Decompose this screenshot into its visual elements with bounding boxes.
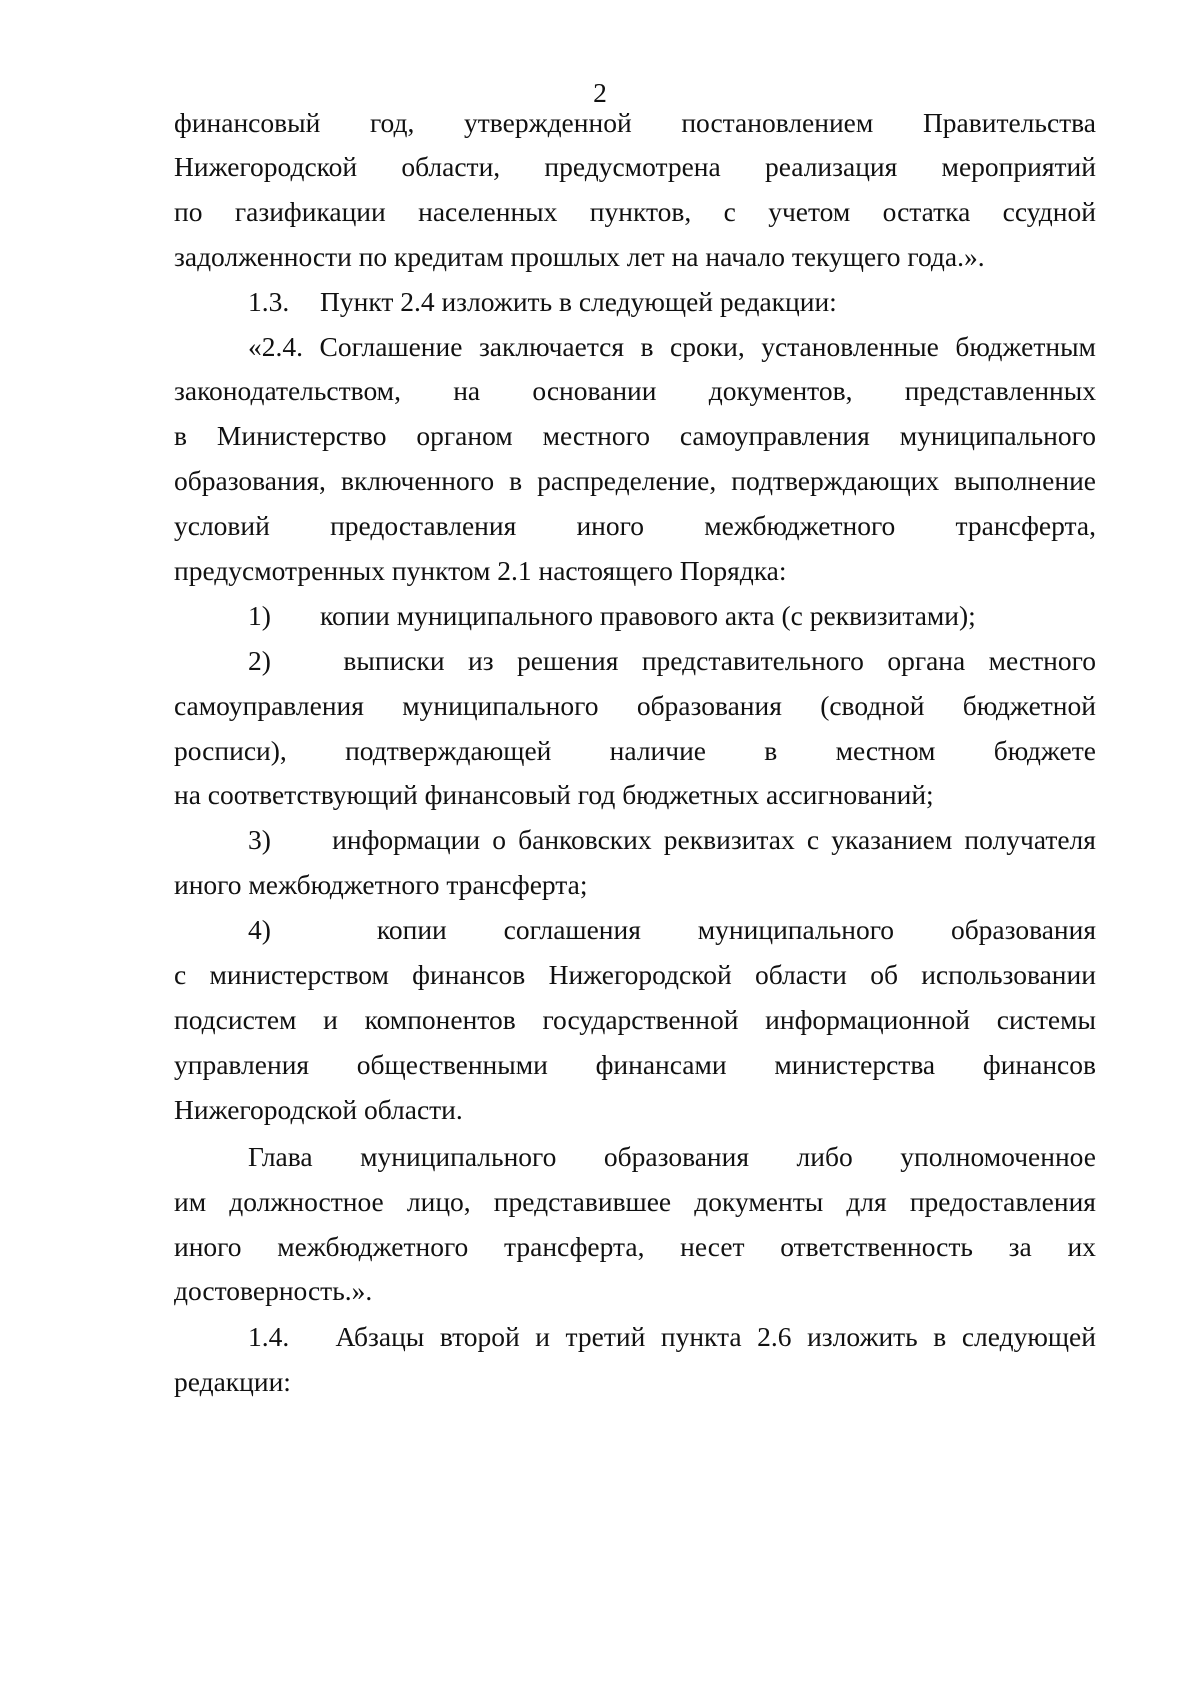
word: для: [846, 1186, 887, 1217]
word: бюджетным: [955, 331, 1096, 362]
word: указанием: [831, 824, 953, 855]
word: несет: [680, 1231, 745, 1262]
word: межбюджетного: [704, 510, 896, 541]
word: реквизитах: [663, 824, 795, 855]
text-line: [174, 686, 1096, 726]
word: предусмотрена: [544, 151, 721, 182]
word: реализация: [764, 151, 898, 182]
word: представительного: [641, 645, 864, 676]
text-line: [174, 1271, 372, 1311]
word: образования: [603, 1141, 749, 1172]
word: бюджетной: [962, 690, 1096, 721]
text-line: [174, 103, 1096, 143]
word: им: [174, 1186, 207, 1217]
item-number: 3): [248, 824, 271, 855]
word: бюджете: [993, 735, 1096, 766]
word: распределение,: [537, 465, 717, 496]
word: выписки: [343, 645, 445, 676]
word: области: [754, 959, 847, 990]
word: образования: [636, 690, 782, 721]
text-line: [174, 1045, 1096, 1085]
item-number: 4): [248, 914, 271, 945]
word: год,: [369, 107, 415, 138]
word: учетом: [768, 196, 851, 227]
word: иного: [576, 510, 644, 541]
line-text: редакции:: [174, 1366, 291, 1397]
item-number: 1.4.: [248, 1321, 290, 1352]
word: установленные: [761, 331, 939, 362]
word: утвержденной: [464, 107, 632, 138]
word: условий: [174, 510, 270, 541]
word: муниципального: [360, 1141, 557, 1172]
text-line: [174, 461, 1096, 501]
word: росписи),: [174, 735, 287, 766]
text-line: [248, 820, 1096, 860]
word: министерством: [209, 959, 389, 990]
word: третий: [565, 1321, 646, 1352]
word: (сводной: [820, 690, 925, 721]
text-line: [174, 192, 1096, 232]
word: финансов: [982, 1049, 1096, 1080]
word: Глава: [248, 1141, 313, 1172]
text-line: [248, 1317, 1096, 1357]
text-line: [174, 147, 1096, 187]
text-line: [174, 416, 1096, 456]
line-text: копии муниципального правового акта (с реквизитами);: [320, 600, 976, 631]
word: финансами: [595, 1049, 727, 1080]
word: документов,: [708, 375, 853, 406]
text-line: [248, 596, 976, 636]
word: общественными: [356, 1049, 548, 1080]
word: Министерство: [216, 420, 387, 451]
word: их: [1067, 1231, 1096, 1262]
word: Нижегородской: [548, 959, 732, 990]
word: наличие: [609, 735, 707, 766]
word: с: [723, 196, 736, 227]
item-number: 1): [248, 600, 271, 631]
word: Правительства: [922, 107, 1096, 138]
line-text: предусмотренных пунктом 2.1 настоящего Порядка:: [174, 555, 787, 586]
word: предоставления: [909, 1186, 1096, 1217]
word: подтверждающих: [731, 465, 940, 496]
text-line: [174, 1000, 1096, 1040]
word: трансферта,: [504, 1231, 645, 1262]
word: местного: [542, 420, 650, 451]
word: банковских: [518, 824, 652, 855]
word: с: [174, 959, 187, 990]
word: местном: [835, 735, 936, 766]
line-text: иного межбюджетного трансферта;: [174, 869, 588, 900]
word: за: [1008, 1231, 1032, 1262]
word: включенного: [340, 465, 495, 496]
word: Соглашение: [319, 331, 463, 362]
word: ответственность: [780, 1231, 973, 1262]
word: финансовый: [174, 107, 321, 138]
word: соглашения: [503, 914, 641, 945]
word: межбюджетного: [277, 1231, 469, 1262]
word: органа: [887, 645, 966, 676]
word: второй: [439, 1321, 520, 1352]
text-line: [174, 1182, 1096, 1222]
text-line: [248, 1137, 1096, 1177]
item-number: 2): [248, 645, 271, 676]
word: системы: [996, 1004, 1096, 1035]
word: выполнение: [954, 465, 1096, 496]
word: образования: [950, 914, 1096, 945]
word: решения: [517, 645, 619, 676]
word: муниципального: [402, 690, 599, 721]
word: населенных: [418, 196, 558, 227]
word: сроки,: [670, 331, 745, 362]
word: законодательством,: [174, 375, 401, 406]
word: мероприятий: [941, 151, 1096, 182]
word: копии: [376, 914, 447, 945]
word: о: [492, 824, 506, 855]
line-text: Пункт 2.4 изложить в следующей редакции:: [320, 286, 837, 317]
word: управления: [174, 1049, 310, 1080]
text-line: [248, 282, 837, 322]
word: об: [870, 959, 898, 990]
word: самоуправления: [174, 690, 364, 721]
word: муниципального: [899, 420, 1096, 451]
word: пункта: [660, 1321, 742, 1352]
word: 2.6: [757, 1321, 792, 1352]
word: остатка: [882, 196, 971, 227]
line-text: на соответствующий финансовый год бюджетных ассигнований;: [174, 779, 934, 810]
word: органом: [416, 420, 513, 451]
word: получателя: [964, 824, 1096, 855]
word: либо: [796, 1141, 853, 1172]
text-line: [174, 1362, 291, 1402]
word: следующей: [961, 1321, 1096, 1352]
word: и: [535, 1321, 550, 1352]
word: иного: [174, 1231, 242, 1262]
word: информационной: [765, 1004, 971, 1035]
word: подтверждающей: [345, 735, 552, 766]
text-line: [174, 775, 934, 815]
word: предоставления: [330, 510, 517, 541]
word: изложить: [807, 1321, 918, 1352]
word: в: [509, 465, 523, 496]
word: Абзацы: [335, 1321, 425, 1352]
word: представленных: [904, 375, 1096, 406]
word: государственной: [542, 1004, 739, 1035]
word: документы: [694, 1186, 824, 1217]
word: министерства: [774, 1049, 936, 1080]
text-line: [248, 641, 1096, 681]
word: на: [453, 375, 481, 406]
word: представившее: [493, 1186, 672, 1217]
text-line: [248, 327, 1096, 367]
word: с: [806, 824, 820, 855]
word: в: [933, 1321, 947, 1352]
word: основании: [532, 375, 657, 406]
word: и: [323, 1004, 338, 1035]
text-line: [174, 237, 985, 277]
item-number: 1.3.: [248, 286, 290, 317]
word: пунктов,: [589, 196, 692, 227]
word: постановлением: [681, 107, 874, 138]
word: в: [764, 735, 778, 766]
text-line: [174, 506, 1096, 546]
text-line: [174, 551, 787, 591]
line-text: Нижегородской области.: [174, 1094, 463, 1125]
word: газификации: [234, 196, 386, 227]
word: муниципального: [697, 914, 895, 945]
word: в: [640, 331, 654, 362]
word: лицо,: [406, 1186, 471, 1217]
word: образования,: [174, 465, 326, 496]
text-line: [174, 1090, 463, 1130]
word: уполномоченное: [900, 1141, 1096, 1172]
word: финансов: [412, 959, 526, 990]
text-line: [174, 955, 1096, 995]
text-line: [174, 865, 588, 905]
word: Нижегородской: [174, 151, 358, 182]
word: по: [174, 196, 203, 227]
word: ссудной: [1002, 196, 1096, 227]
page-number: 2: [593, 77, 607, 108]
word: области,: [401, 151, 501, 182]
text-line: [174, 731, 1096, 771]
word: трансферта,: [955, 510, 1096, 541]
text-line: [174, 371, 1096, 411]
word: подсистем: [174, 1004, 297, 1035]
word: самоуправления: [679, 420, 870, 451]
word: должностное: [229, 1186, 384, 1217]
word: из: [468, 645, 494, 676]
text-line: [248, 910, 1096, 950]
line-text: задолженности по кредитам прошлых лет на начало текущего года.».: [174, 241, 985, 272]
word: в: [174, 420, 187, 451]
word: «2.4.: [248, 331, 303, 362]
word: заключается: [478, 331, 625, 362]
word: информации: [332, 824, 481, 855]
text-line: [174, 1227, 1096, 1267]
word: местного: [988, 645, 1096, 676]
word: компонентов: [364, 1004, 516, 1035]
line-text: достоверность.».: [174, 1275, 373, 1306]
word: использовании: [921, 959, 1096, 990]
